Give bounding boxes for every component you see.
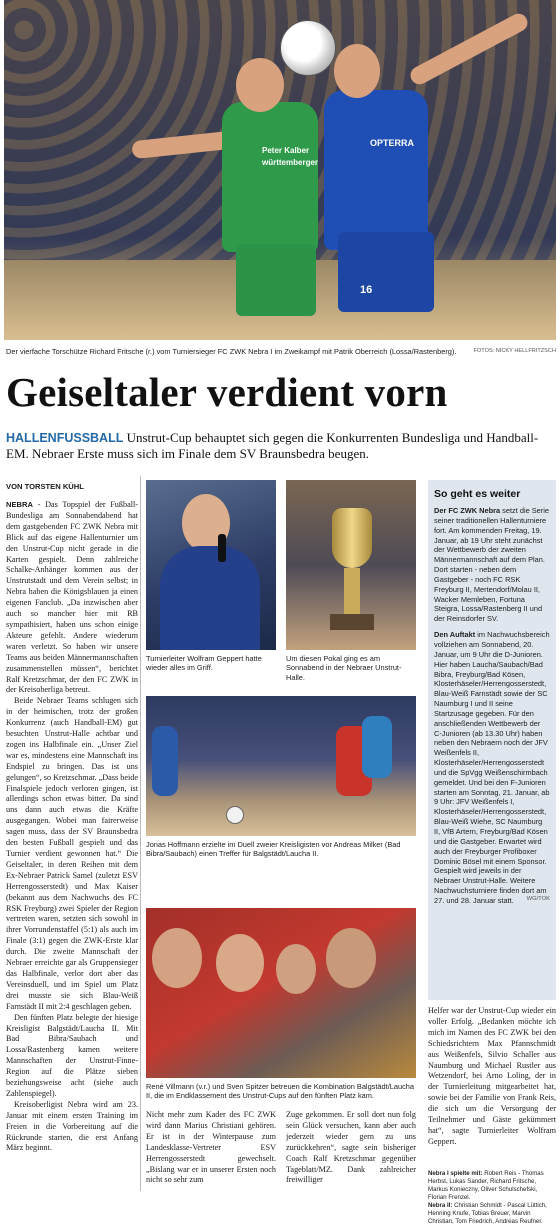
headline: Geiseltaler verdient vorn [6, 369, 448, 415]
article-paragraph: Beide Nebraer Teams schlugen sich in der heimischen, trotz der großen Konkurrenz (auch Handball-EM) gut besuchten Unstrut-Halle achtbar und zogen ins Halbfinale ein. „Unser Ziel war es, mindestens eine Mannschaft ins Endspiel zu bringen. Das ist uns gelungen“, so Kretzschmar. „Dass beide Finalspiele jedoch verloren gingen, ist allerdings schon etwas bitter. Da sind uns dann auch etwas die Kräfte ausgegangen. Wobei man fairerweise sagen muss, dass der SV Braunsbedra den besten Fußball gespielt und das Turnier verdient gewonnen hat.“ Die Geiseltaler, in deren Reihen mit dem Ex-Nebraer Patrick Samel (zuletzt ESV Herrengosserstedt) und Max Kaiser (bekannt aus dem Nachwuchs des FC RSK Freyburg) zwei Spieler der Region vertreten waren, setzten sich sowohl in ihrer Vorrundenstaffel (5:1) als auch im Finale (3:1) gegen die ZWK-Erste klar durch. Die zweite Mannschaft der Nebraer erreichte gar als Gruppensieger das Halbfinale, verlor dort aber das Vereinsduell, und im Spiel um Platz drei musste sie sich Blau-Weiß Farnstädt II mit 2:4 geschlagen geben. [6, 696, 138, 1011]
lineup-text-2: Christian Schmidt - Pascal Lüttich, Henning Knufe, Tobias Breuer, Marvin Christian, Tom Friedrich, Andreas Reufner. [428, 1201, 547, 1225]
person-head [326, 928, 376, 988]
article-column-3 [286, 1110, 416, 1196]
trophy-stem [344, 568, 360, 614]
photo-wolfram-geppert [146, 480, 276, 650]
person-head [276, 944, 316, 994]
person-head [216, 934, 264, 992]
lineup [428, 1170, 556, 1225]
hero-caption: Der vierfache Torschütze Richard Fritsche (r.) vom Turniersieger FC ZWK Nebra I im Zweikampf mit Patrik Oberreich (Lossa/Rastenberg). [6, 347, 457, 356]
photo-trophy [286, 480, 416, 650]
subheadline [6, 430, 554, 462]
football [280, 20, 336, 76]
article-paragraph: Kreisoberligist Nebra wird am 23. Januar mit einem ersten Training im Freien in die Vorbereitung auf die Rückrunde starten, die erst Anfang März beginnt. [6, 1099, 138, 1153]
person-jacket [160, 546, 260, 650]
article-paragraph: Helfer war der Unstrut-Cup wieder ein voller Erfolg. „Bedanken möchte ich mich im Namen des FC ZWK bei den Schiedsrichtern Max Pfannschmidt aus Weißenfels, Silvio Schaller aus Naumburg und Michael Rustler aus Wetzendorf, bei Arno Loling, der in der Turnierleitung mitgearbeitet hat, sowie bei der Familie von Frank Reis, die sich um die Versorgung der Teilnehmer und Gäste gekümmert hat“, sagte Turnierleiter Wolfram Geppert. [428, 1006, 556, 1146]
photo-bench [146, 908, 416, 1078]
sponsor-text-blue: OPTERRA [370, 138, 415, 148]
lineup-text-1: Robert Reis - Thomas Herbst, Lukas Sander, Richard Fritsche, Markus Konieczny, Oliver Schulschefski, Florian Frenzel. [428, 1170, 544, 1201]
shorts-number: 16 [360, 284, 373, 296]
lineup-label-2: Nebra II: [428, 1201, 453, 1209]
player-blue-head [334, 44, 380, 98]
subheadline-text: Unstrut-Cup behauptet sich gegen die Konkurrenten Bundesliga und Handball-EM. Nebraer Erste muss sich im Finale dem SV Braunsbedra beugen. [6, 430, 539, 462]
caption-duel: Jonas Hoffmann erzielte im Duell zweier Kreisligisten vor Andreas Milker (Bad Bibra/Saubach) einen Treffer für Balgstädt/Laucha II. [146, 840, 401, 859]
player-left [152, 726, 178, 796]
photo-duel [146, 696, 416, 836]
player-green-jersey [222, 102, 318, 252]
info-box [428, 480, 556, 1000]
dateline: NEBRA [6, 500, 34, 509]
info-lead: Der FC ZWK Nebra [434, 506, 501, 515]
microphone-icon [218, 534, 226, 562]
article-paragraph: Nicht mehr zum Kader des FC ZWK wird dann Marius Christiani gehören. Er ist in der Winterpause zum Landesklasse-Vertreter ESV Herrengosserstedt gewechselt. „Bislang war er in unserer Ersten noch nicht so sehr zum [146, 1110, 276, 1185]
article-column-4 [428, 1006, 556, 1166]
caption-trophy: Um diesen Pokal ging es am Sonnabend in der Nebraer Unstrut-Halle. [286, 654, 402, 682]
player-green-head [236, 58, 284, 112]
player-green-shorts [236, 244, 316, 316]
person-head [152, 928, 202, 988]
info-author: WG/TOK [526, 895, 550, 902]
caption-bench: René Villmann (v.r.) und Sven Spitzer betreuen die Kombination Balgstädt/Laucha II, die im Endklassement des Unstrut-Cups auf den fünften Platz kam. [146, 1082, 415, 1101]
caption-wolfram: Turnierleiter Wolfram Geppert hatte wieder alles im Griff. [146, 654, 262, 673]
info-box-text [428, 506, 556, 906]
player-blue-jersey [324, 90, 428, 250]
sponsor-text-green-2: württemberger [262, 158, 319, 167]
article-column-1 [6, 500, 138, 1195]
trophy-cup-icon [332, 508, 372, 568]
sponsor-text-green-1: Peter Kalber [262, 146, 310, 155]
lineup-label-1: Nebra I spielte mit: [428, 1170, 483, 1177]
info-paragraph: setzt die Serie seiner traditionellen Hallenturniere fort. Am kommenden Freitag, 19. Januar, ab 19 Uhr steht zunächst der Wettbewerb der zweiten Männermannschaft auf dem Plan. Dort starten - neben dem Gastgeber - noch FC RSK Freyburg II, Mertendorf/Molau II, Wacker Memleben, Fortuna Steigra, Lossa/Rastenberg II und der Reinsdorfer SV. [434, 506, 550, 624]
player-blue [362, 716, 392, 778]
info-box-title: So geht es weiter [434, 488, 521, 500]
article-paragraph: Den fünften Platz belegte der hiesige Kreisligist Balgstädt/Laucha II. Mit Bad Bibra/Saubach und Lossa/Rastenberg kamen weitere Mannschaften der Unstrut-Finne-Region auf die Plätze sieben beziehungsweise acht (siehe auch Zahlenspiegel). [6, 1012, 138, 1098]
trophy-base [330, 614, 374, 630]
article-paragraph: Zuge gekommen. Er soll dort nun folg sein Glück versuchen, kann aber auch jederzeit wieder gern zu uns zurückkehren“, sagte sein bisheriger Coach Ralf Kretzschmar gegenüber Tageblatt/MZ. Dank zahlreicher freiwilliger [286, 1110, 416, 1185]
player-blue-shorts [338, 232, 434, 312]
info-paragraph: im Nachwuchsbereich vollziehen am Sonnabend, 20. Januar, um 9 Uhr die D-Junioren. Hier haben Laucha/Saubach/Bad Bibra, Freyburg/Bad Kösen, Klosterhäseler/Herrengosserstedt, Blau-Weiß Farnstädt sowie der SC Naumburg I und II seine Startzusage gegeben. Für den anschließenden Wettbewerb der C-Junioren (ab 13.30 Uhr) haben neben den Nebraern noch der JFV Weißenfels II, Klosterhäseler/Herrengosserstedt und die SpVgg Weißenschirmbach gemeldet. Und bei den F-Junioren starten am Sonntag, 21. Januar, ab 9 Uhr: JFV Weißenfels I, Klosterhäseler/Herrengosserstedt, Blau-Weiß Wiehe, SC Naumburg II, VfB Artern, Freyburg/Bad Kösen und die Gastgeber. Erwartet wird auch der Freyburger Profiboxer Dominic Bösel mit einem Sponsor. Gespielt wird jeweils in der Nebraer Unstrut-Halle. Weitere Nachwuchsturniere finden dort am 27. und 28. Januar statt. [434, 630, 550, 905]
hero-photo [4, 0, 556, 340]
article-paragraph: - Das Topspiel der Fußball-Bundesliga am Sonnabendabend hat dem gastgebenden FC ZWK Nebra mit Blick auf das eigene Hallenturnier um den Unstrut-Cup nicht gerade in die Karten gespielt. Denn zahlreiche Schalke-Anhänger kommen aus der Unstrutstadt und dem Verein selbst; in Nebra haben die Königsblauen ja einen eigenen Fanclub. „Da inzwischen aber auch so mancher hier mit RB sympathisiert, haben uns schon einige Akteure gefehlt. Andere wiederum waren verletzt. So haben wir unsere Teams aus beiden Männermannschaften zusammenstellen müssen“, berichtet Ralf Kretzschmar, der den FC ZWK in der Kreisoberliga betreut. [6, 500, 138, 695]
info-lead: Den Auftakt [434, 630, 476, 640]
byline: VON TORSTEN KÜHL [6, 482, 84, 491]
article-column-2 [146, 1110, 276, 1196]
column-divider [140, 476, 141, 1191]
photo-credit: FOTOS: NICKY HELLFRITZSCH [473, 348, 556, 354]
football [226, 806, 244, 824]
kicker: HALLENFUSSBALL [6, 431, 124, 445]
